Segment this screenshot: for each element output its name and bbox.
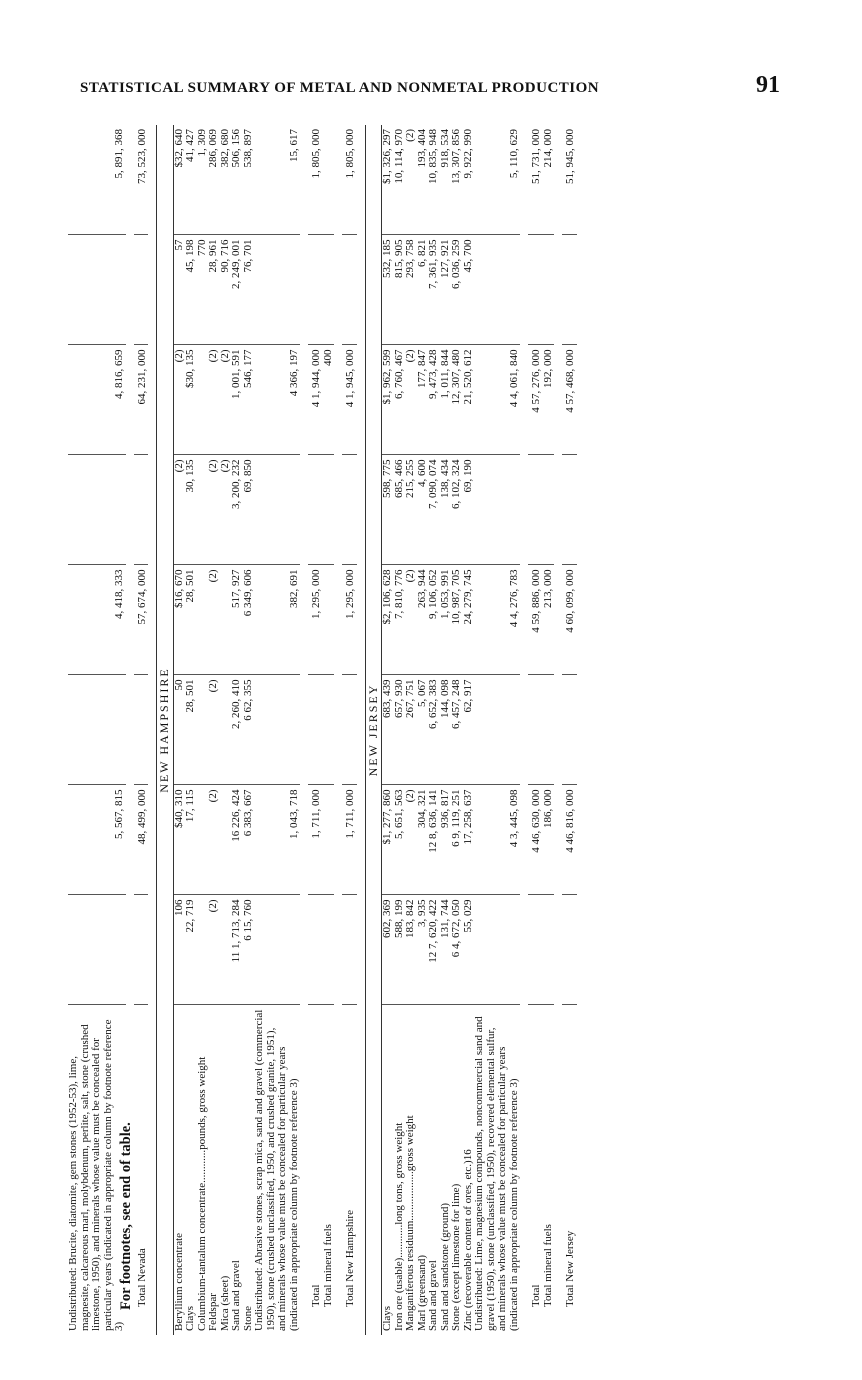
table-cell: 6 15, 760 <box>243 895 255 1005</box>
table-cell: 588, 199 <box>394 895 406 1005</box>
table-cell: $32, 640 <box>173 125 185 235</box>
table-cell: 28, 501 <box>185 565 197 675</box>
table-cell <box>254 895 300 1005</box>
table-cell: 41, 427 <box>185 125 197 235</box>
table-cell: 6 62, 355 <box>243 675 255 785</box>
footnote: For footnotes, see end of table. <box>118 1122 134 1310</box>
table-cell: 815, 905 <box>394 235 406 345</box>
nh-row <box>220 125 232 1335</box>
table-cell: 186, 000 <box>543 785 555 895</box>
table-cell: 10, 114, 970 <box>394 125 406 235</box>
table-cell: 5, 110, 629 <box>474 125 520 235</box>
table-cell <box>323 235 335 345</box>
table-cell: (2) <box>405 345 417 455</box>
table-cell <box>474 455 520 565</box>
table-cell: 144, 098 <box>440 675 452 785</box>
table-cell: 4 1, 945, 000 <box>342 345 357 455</box>
table-cell: 69, 190 <box>463 455 475 565</box>
table-cell: 3, 935 <box>417 895 429 1005</box>
table-cell: 263, 944 <box>417 565 429 675</box>
page-number: 91 <box>756 72 780 98</box>
table-cell <box>323 895 335 1005</box>
nh-total-row <box>308 125 323 1335</box>
table-cell: 6 383, 667 <box>243 785 255 895</box>
table-cell <box>308 895 323 1005</box>
table-cell: 1, 043, 718 <box>254 785 300 895</box>
table-cell: 546, 177 <box>243 345 255 455</box>
table-cell: 918, 534 <box>440 125 452 235</box>
table-cell: 6 349, 606 <box>243 565 255 675</box>
table-cell: 685, 466 <box>394 455 406 565</box>
table-cell: $30, 135 <box>185 345 197 455</box>
table-cell: (2) <box>220 345 232 455</box>
table-cell: 193, 404 <box>417 125 429 235</box>
nj-row <box>474 125 520 1335</box>
table-cell <box>134 895 149 1005</box>
table-cell: 1, 805, 000 <box>342 125 357 235</box>
table-cell: 6 4, 672, 050 <box>451 895 463 1005</box>
table-cell: 4 57, 276, 000 <box>528 345 543 455</box>
table-cell: 106 <box>173 895 185 1005</box>
table-cell: 304, 321 <box>417 785 429 895</box>
table-cell: 213, 000 <box>543 565 555 675</box>
spacer <box>520 125 528 1335</box>
row-label: Undistributed: Brucite, diatomite, gem stones (1952-53), lime, magnesite, calcareous marl, molybdenum, perlite, salt, stone (crushed limestone, 1950), and minerals whose value must be concealed for particular years (indicated in appropriate column by footnote reference 3) <box>67 1019 125 1331</box>
table-cell <box>543 675 555 785</box>
table-cell: 286, 069 <box>208 125 220 235</box>
table-cell: 127, 921 <box>440 235 452 345</box>
table-cell: 16 226, 424 <box>231 785 243 895</box>
table-cell: 382, 680 <box>220 125 232 235</box>
table-cell: (2) <box>405 785 417 895</box>
table-cell: 4 4, 276, 783 <box>474 565 520 675</box>
table-cell <box>528 895 543 1005</box>
row-label: Manganiferous residuum..................gross weight <box>404 1115 416 1331</box>
table-cell: 50 <box>173 675 185 785</box>
row-label: Total New Hampshire <box>344 1210 356 1307</box>
nh-fuels-row <box>323 125 335 1335</box>
table-cell: 657, 930 <box>394 675 406 785</box>
table-cell <box>308 455 323 565</box>
table-cell: 5, 891, 368 <box>68 125 126 235</box>
table-cell: 7, 810, 776 <box>394 565 406 675</box>
table-cell <box>474 235 520 345</box>
spacer-row <box>554 125 562 1335</box>
table-cell: 131, 744 <box>440 895 452 1005</box>
spacer-row <box>148 125 157 1335</box>
table-cell <box>323 455 335 565</box>
table-cell: (2) <box>405 565 417 675</box>
spacer <box>357 125 366 1335</box>
table-cell <box>528 235 543 345</box>
table-cell: 1, 295, 000 <box>342 565 357 675</box>
row-label: Sand and gravel <box>427 1260 439 1331</box>
table-cell: $2, 106, 628 <box>382 565 394 675</box>
table-cell: 598, 775 <box>382 455 394 565</box>
table-cell: 4, 418, 333 <box>68 565 126 675</box>
table-cell: 6, 652, 383 <box>428 675 440 785</box>
table-cell: 177, 847 <box>417 345 429 455</box>
nevada-undistributed-row <box>68 125 126 1335</box>
table-cell: 506, 156 <box>231 125 243 235</box>
table-cell: 183, 842 <box>405 895 417 1005</box>
table-cell: 64, 231, 000 <box>134 345 149 455</box>
section-new-jersey <box>365 125 382 1335</box>
spacer-row <box>300 125 308 1335</box>
table-cell: 28, 501 <box>185 675 197 785</box>
table-cell: 4 60, 099, 000 <box>562 565 577 675</box>
table-cell: (2) <box>173 455 185 565</box>
nh-row <box>185 125 197 1335</box>
table-cell: $1, 326, 297 <box>382 125 394 235</box>
nj-row <box>440 125 452 1335</box>
table-cell: 138, 434 <box>440 455 452 565</box>
nj-total-row <box>528 125 543 1335</box>
production-table <box>68 125 577 1335</box>
table-cell: 5, 567, 815 <box>68 785 126 895</box>
table-cell: 9, 922, 990 <box>463 125 475 235</box>
nj-row <box>451 125 463 1335</box>
spacer-row <box>334 125 342 1335</box>
table-cell: 4 1, 944, 000 <box>308 345 323 455</box>
table-cell: 6, 102, 324 <box>451 455 463 565</box>
table-cell <box>543 455 555 565</box>
table-cell: 55, 029 <box>463 895 475 1005</box>
table-cell <box>562 895 577 1005</box>
table-cell: 1, 711, 000 <box>342 785 357 895</box>
table-cell <box>342 455 357 565</box>
table-cell: 192, 000 <box>543 345 555 455</box>
table-cell: 400 <box>323 345 335 455</box>
table-cell <box>342 675 357 785</box>
row-label: Total Nevada <box>135 1248 148 1307</box>
table-cell: 3, 200, 232 <box>231 455 243 565</box>
table-cell <box>308 675 323 785</box>
table-cell: 48, 499, 000 <box>134 785 149 895</box>
spacer <box>554 125 562 1335</box>
table-cell: 602, 369 <box>382 895 394 1005</box>
table-cell: 10, 987, 705 <box>451 565 463 675</box>
table-cell: 4 3, 445, 098 <box>474 785 520 895</box>
table-cell: 51, 731, 000 <box>528 125 543 235</box>
table-cell: $1, 277, 860 <box>382 785 394 895</box>
table-cell: 28, 961 <box>208 235 220 345</box>
nj-fuels-row <box>543 125 555 1335</box>
table-cell <box>528 455 543 565</box>
table-cell: 90, 716 <box>220 235 232 345</box>
table-cell <box>562 235 577 345</box>
table-cell <box>474 675 520 785</box>
row-label: Undistributed: Abrasive stones, scrap mica, sand and gravel (commercial 1950), stone (crushed unclassified, 1950, and crushed granite, 1951), and minerals whose value must be concealed for particular years (indicated in appropriate column by footnote reference 3) <box>253 1009 300 1331</box>
table-cell <box>323 785 335 895</box>
nh-row <box>254 125 300 1335</box>
table-cell: 215, 255 <box>405 455 417 565</box>
table-cell: 17, 115 <box>185 785 197 895</box>
table-cell: 6, 036, 259 <box>451 235 463 345</box>
table-cell <box>342 895 357 1005</box>
table-cell: 2, 260, 410 <box>231 675 243 785</box>
table-cell <box>254 455 300 565</box>
table-cell: 1, 309 <box>197 125 209 235</box>
table-cell: 73, 523, 000 <box>134 125 149 235</box>
table-cell: 6, 760, 467 <box>394 345 406 455</box>
row-label: Feldspar <box>207 1293 219 1331</box>
table-cell: (2) <box>405 125 417 235</box>
spacer-row <box>357 125 366 1335</box>
table-cell: 45, 198 <box>185 235 197 345</box>
table-cell: (2) <box>220 455 232 565</box>
spacer-row <box>520 125 528 1335</box>
row-label: Mica (sheet) <box>218 1275 231 1331</box>
table-cell: 12 7, 620, 422 <box>428 895 440 1005</box>
row-label: Total New Jersey <box>564 1230 576 1307</box>
table-cell: 10, 835, 948 <box>428 125 440 235</box>
table-cell <box>134 675 149 785</box>
table-cell: 1, 295, 000 <box>308 565 323 675</box>
row-label: Total <box>310 1284 322 1307</box>
table-cell: 9, 106, 052 <box>428 565 440 675</box>
running-title: STATISTICAL SUMMARY OF METAL AND NONMETAL PRODUCTION <box>80 80 600 96</box>
row-label: Sand and gravel <box>230 1260 242 1331</box>
table-cell: (2) <box>208 895 220 1005</box>
table-cell <box>134 455 149 565</box>
spacer <box>334 125 342 1335</box>
table-cell: 62, 917 <box>463 675 475 785</box>
table-cell: 5, 067 <box>417 675 429 785</box>
table-cell: 7, 090, 074 <box>428 455 440 565</box>
table-cell <box>323 125 335 235</box>
table-cell <box>68 455 126 565</box>
table-cell: 382, 691 <box>254 565 300 675</box>
table-cell: (2) <box>208 345 220 455</box>
table-cell <box>543 235 555 345</box>
table-cell <box>323 675 335 785</box>
table-cell: 51, 945, 000 <box>562 125 577 235</box>
table-cell: 76, 701 <box>243 235 255 345</box>
table-cell: (2) <box>173 345 185 455</box>
table-cell: 17, 258, 637 <box>463 785 475 895</box>
table-cell: 1, 001, 591 <box>231 345 243 455</box>
table-cell: 5, 651, 563 <box>394 785 406 895</box>
table-cell <box>254 675 300 785</box>
table-cell: 517, 927 <box>231 565 243 675</box>
table-cell: (2) <box>208 565 220 675</box>
section-title: NEW JERSEY <box>365 125 382 1335</box>
table-cell <box>68 675 126 785</box>
row-label: Zinc (recoverable content of ores, etc.)16 <box>461 1149 474 1331</box>
page-header <box>80 72 780 102</box>
table-cell: 12 8, 636, 141 <box>428 785 440 895</box>
table-cell: 12, 307, 480 <box>451 345 463 455</box>
table-cell: 9, 473, 428 <box>428 345 440 455</box>
table-cell: 11 1, 713, 284 <box>231 895 243 1005</box>
table-cell: 214, 000 <box>543 125 555 235</box>
section-title: NEW HAMPSHIRE <box>157 125 174 1335</box>
table-cell: 45, 700 <box>463 235 475 345</box>
nj-row <box>382 125 394 1335</box>
table-cell: 293, 758 <box>405 235 417 345</box>
table-cell: 4 366, 197 <box>254 345 300 455</box>
table-cell: 267, 751 <box>405 675 417 785</box>
table-cell: (2) <box>208 675 220 785</box>
table-cell <box>543 895 555 1005</box>
table-cell: 538, 897 <box>243 125 255 235</box>
nj-row <box>405 125 417 1335</box>
table-cell: 4, 600 <box>417 455 429 565</box>
nh-row <box>173 125 185 1335</box>
table-cell: 4 57, 468, 000 <box>562 345 577 455</box>
row-label: Marl (greensand) <box>415 1254 428 1331</box>
spacer <box>300 125 308 1335</box>
row-label: Undistributed: Lime, magnesium compounds, noncommercial sand and gravel (1950), stone (unclassified, 1950), recovered elemental sulfur, and minerals whose value must be concealed for particular years (indicated in appropriate column by footnote reference 3) <box>473 1016 520 1331</box>
table-cell <box>308 235 323 345</box>
table-cell <box>528 675 543 785</box>
table-cell: $1, 962, 599 <box>382 345 394 455</box>
total-nevada-row <box>134 125 149 1335</box>
table-cell: 4 46, 816, 000 <box>562 785 577 895</box>
row-label: Total mineral fuels <box>321 1224 334 1307</box>
table-cell: 6 9, 119, 251 <box>451 785 463 895</box>
table-cell: 4 59, 886, 000 <box>528 565 543 675</box>
row-label: Clays <box>381 1305 393 1331</box>
nj-row <box>428 125 440 1335</box>
table-cell: 936, 817 <box>440 785 452 895</box>
table-cell: 1, 053, 991 <box>440 565 452 675</box>
table-cell: 7, 361, 935 <box>428 235 440 345</box>
row-label: Beryllium concentrate <box>172 1232 185 1331</box>
table-cell <box>68 235 126 345</box>
row-label: Iron ore (usable)............long tons, gross weight <box>392 1122 405 1331</box>
table-cell: 770 <box>197 235 209 345</box>
table-cell: 683, 439 <box>382 675 394 785</box>
nj-row <box>417 125 429 1335</box>
table-cell <box>342 235 357 345</box>
table-cell <box>134 235 149 345</box>
nh-row <box>197 125 209 1335</box>
table-cell: 24, 279, 745 <box>463 565 475 675</box>
row-label: Total <box>530 1284 542 1307</box>
table-cell <box>562 675 577 785</box>
table-cell: 6, 457, 248 <box>451 675 463 785</box>
table-cell: 57 <box>173 235 185 345</box>
row-label: Stone (except limestone for lime) <box>450 1183 462 1331</box>
row-label: Clays <box>184 1305 196 1331</box>
table-cell <box>562 455 577 565</box>
rotated-table-area <box>68 125 718 1335</box>
table-cell: 4, 816, 659 <box>68 345 126 455</box>
table-cell: 4 46, 630, 000 <box>528 785 543 895</box>
table-cell: 1, 011, 844 <box>440 345 452 455</box>
nh-row <box>231 125 243 1335</box>
nh-row <box>208 125 220 1335</box>
row-label: Columbium-tantalum concentrate............pounds, gross weight <box>195 1056 208 1331</box>
row-label: Stone <box>241 1305 254 1331</box>
table-cell: (2) <box>208 455 220 565</box>
table-cell: 30, 135 <box>185 455 197 565</box>
table-cell: 21, 520, 612 <box>463 345 475 455</box>
row-label: Sand and sandstone (ground) <box>438 1202 451 1331</box>
table-cell: 4 4, 061, 840 <box>474 345 520 455</box>
table-cell <box>254 235 300 345</box>
table-cell: 1, 805, 000 <box>308 125 323 235</box>
table-cell: 69, 850 <box>243 455 255 565</box>
table-cell: 57, 674, 000 <box>134 565 149 675</box>
section-new-hampshire <box>157 125 174 1335</box>
nh-grand-total-row <box>342 125 357 1335</box>
table-cell: $16, 670 <box>173 565 185 675</box>
table-cell: 1, 711, 000 <box>308 785 323 895</box>
spacer <box>148 125 157 1335</box>
table-cell: (2) <box>208 785 220 895</box>
table-cell: $40, 310 <box>173 785 185 895</box>
table-cell: 15, 617 <box>254 125 300 235</box>
table-cell: 2, 249, 001 <box>231 235 243 345</box>
table-cell <box>323 565 335 675</box>
row-label: Total mineral fuels <box>541 1224 554 1307</box>
table-cell: 532, 185 <box>382 235 394 345</box>
table-cell: 13, 307, 856 <box>451 125 463 235</box>
table-cell: 6, 821 <box>417 235 429 345</box>
nj-grand-total-row <box>562 125 577 1335</box>
table-cell <box>474 895 520 1005</box>
table-cell: 22, 719 <box>185 895 197 1005</box>
table-cell <box>68 895 126 1005</box>
